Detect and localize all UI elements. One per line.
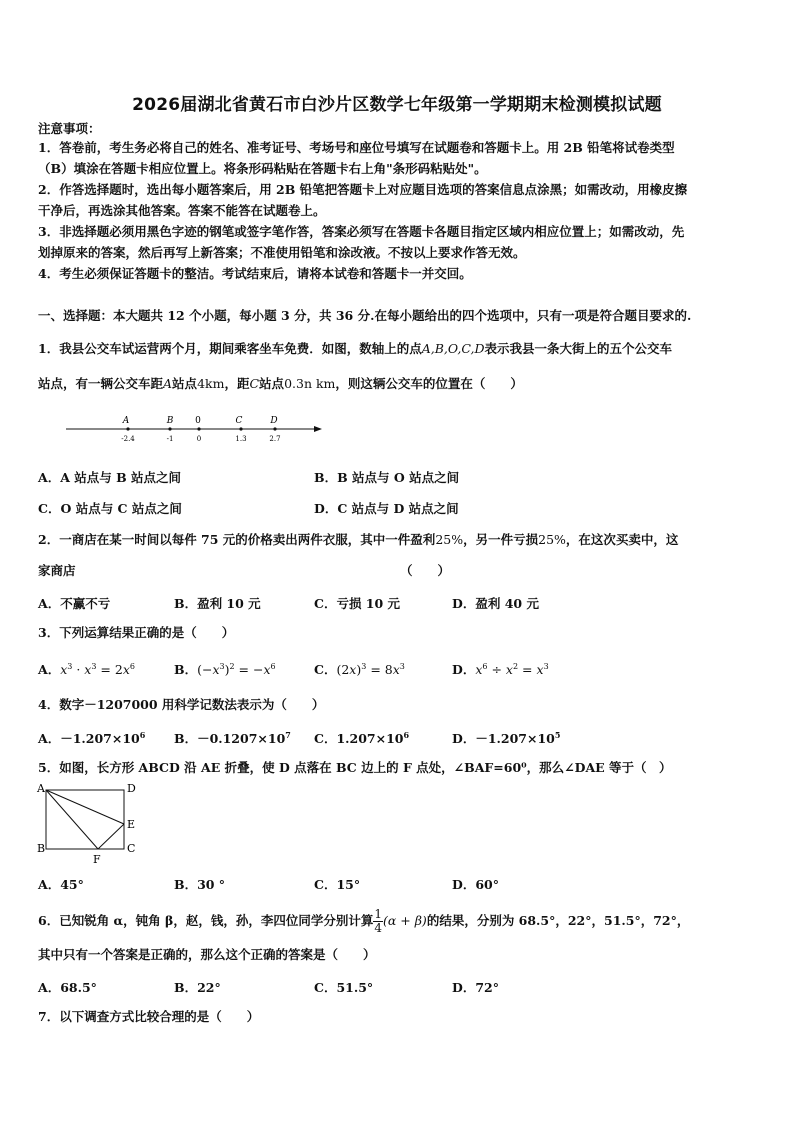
nl-value-A: -2.4 [121,435,135,443]
q4-option-a[interactable]: A．$-1.207\times 10^6$ [38,729,146,746]
q4-option-b[interactable]: B．$-0.1207\times 10^7$ [174,729,291,746]
fig-label-D: D [127,782,136,795]
q3-stem: 3．下列运算结果正确的是（ ） [38,625,235,640]
q6-option-a[interactable]: A．68.5° [38,980,97,995]
segment-fe [98,824,124,849]
q1-option-b[interactable]: B．B 站点与 O 站点之间 [314,470,460,485]
fig-label-A: A [37,782,45,795]
q6-line-2: 其中只有一个答案是正确的，那么这个正确的答案是（ ） [38,947,376,962]
q5-option-a[interactable]: A．45° [38,877,84,892]
q3-option-c[interactable]: C．$(2x)^3 = 8x^3$ [314,661,405,677]
q1-line-1: 1．我县公交车试运营两个月，期间乘客坐车免费．如图，数轴上的点A,B,O,C,D表示我县一条大街上的五个公交车 [38,341,672,356]
nl-point-B [168,427,171,430]
q6-option-c[interactable]: C．51.5° [314,980,374,995]
notice-line-3: 2．作答选择题时，选出每小题答案后，用 2B 铅笔把答题卡上对应题目选项的答案信息点涂黑；如需改动，用橡皮擦 [38,182,688,197]
q4-option-d[interactable]: D．$-1.207\times 10^5$ [452,729,561,746]
q2-option-c[interactable]: C．亏损 10 元 [314,596,401,611]
number-line-arrow [314,426,322,432]
nl-label-C: C [235,416,243,426]
section-heading: 一、选择题：本大题共 12 个小题，每小题 3 分，共 36 分.在每小题给出的四个选项中，只有一项是符合题目要求的. [38,308,692,323]
nl-value-O: 0 [196,435,202,443]
notice-line-5: 3．非选择题必须用黑色字迹的钢笔或签字笔作答，答案必须写在答题卡各题目指定区域内相应位置上；如需改动，先 [38,224,685,239]
rectangle-abcd [46,790,124,849]
q5-option-b[interactable]: B．30 ° [174,877,226,892]
notice-line-4: 干净后，再选涂其他答案。答案不能答在试题卷上。 [38,203,326,218]
q6-fraction: $\frac{1}{4}$ [374,907,382,935]
notice-line-7: 4．考生必须保证答题卡的整洁。考试结束后，请将本试卷和答题卡一并交回。 [38,266,472,281]
nl-label-A: A [122,416,130,426]
rectangle-fold-figure [36,780,146,866]
nl-point-C [239,427,242,430]
fig-label-C: C [127,842,136,855]
fig-label-F: F [93,853,101,866]
nl-value-C: 1.3 [235,435,247,443]
q3-option-d[interactable]: D．$x^6 \div x^2 = x^3$ [452,661,549,677]
q2-answer-paren: （ ） [400,563,451,578]
q6-option-d[interactable]: D．72° [452,980,499,995]
page-title: 2026届湖北省黄石市白沙片区数学七年级第一学期期末检测模拟试题 [132,95,662,115]
nl-label-O: 0 [195,416,201,426]
number-line-figure [60,412,325,446]
nl-label-B: B [166,416,174,426]
q5-option-c[interactable]: C．15° [314,877,361,892]
segment-ae [46,790,124,824]
q4-option-c[interactable]: C．$1.207\times 10^6$ [314,729,410,746]
q5-stem: 5．如图，长方形 ABCD 沿 AE 折叠，使 D 点落在 BC 边上的 F 点处，∠BAF=60⁰，那么∠DAE 等于（ ） [38,760,672,775]
q5-option-d[interactable]: D．60° [452,877,499,892]
q2-option-a[interactable]: A．不赢不亏 [38,596,111,611]
q1-option-a[interactable]: A．A 站点与 B 站点之间 [38,470,182,485]
notice-line-1: 1．答卷前，考生务必将自己的姓名、准考证号、考场号和座位号填写在试题卷和答题卡上。用 2B 铅笔将试卷类型 [38,140,675,155]
fig-label-E: E [127,818,136,831]
nl-value-D: 2.7 [269,435,281,443]
q6-line-1: 6．已知锐角 α，钝角 β，赵，钱，孙，李四位同学分别计算 $\frac{1}{4}$ (α + β)的结果，分别为 68.5°，22°，51.5°，72°， [38,907,690,935]
nl-point-A [126,427,129,430]
segment-af [46,790,98,849]
q4-stem: 4．数字－1207000 用科学记数法表示为（ ） [38,697,325,712]
q1-line-2: 站点，有一辆公交车距A站点4km，距C站点0.3n km，则这辆公交车的位置在（ ） [38,376,523,391]
nl-label-D: D [270,416,278,426]
q3-option-b[interactable]: B．$(-x^3)^2 = -x^6$ [174,661,276,677]
q2-option-b[interactable]: B．盈利 10 元 [174,596,261,611]
notice-line-2: （B）填涂在答题卡相应位置上。将条形码粘贴在答题卡右上角"条形码粘贴处"。 [38,161,487,176]
q1-option-d[interactable]: D．C 站点与 D 站点之间 [314,501,459,516]
q2-line-2: 家商店 [38,563,76,578]
fig-label-B: B [37,842,46,855]
q2-line-1: 2．一商店在某一时间以每件 75 元的价格卖出两件衣服，其中一件盈利25%，另一件亏损25%，在这次买卖中，这 [38,532,679,547]
q1-option-c[interactable]: C．O 站点与 C 站点之间 [38,501,182,516]
nl-point-D [273,427,276,430]
nl-value-B: -1 [166,435,174,443]
notice-line-6: 划掉原来的答案，然后再写上新答案；不准使用铅笔和涂改液。不按以上要求作答无效。 [38,245,526,260]
notice-heading: 注意事项： [38,121,101,136]
q7-stem: 7．以下调查方式比较合理的是（ ） [38,1009,260,1024]
nl-point-O [197,427,200,430]
q2-option-d[interactable]: D．盈利 40 元 [452,596,539,611]
q6-option-b[interactable]: B．22° [174,980,221,995]
q3-option-a[interactable]: A．$x^3 \cdot x^3 = 2x^6$ [38,661,135,677]
